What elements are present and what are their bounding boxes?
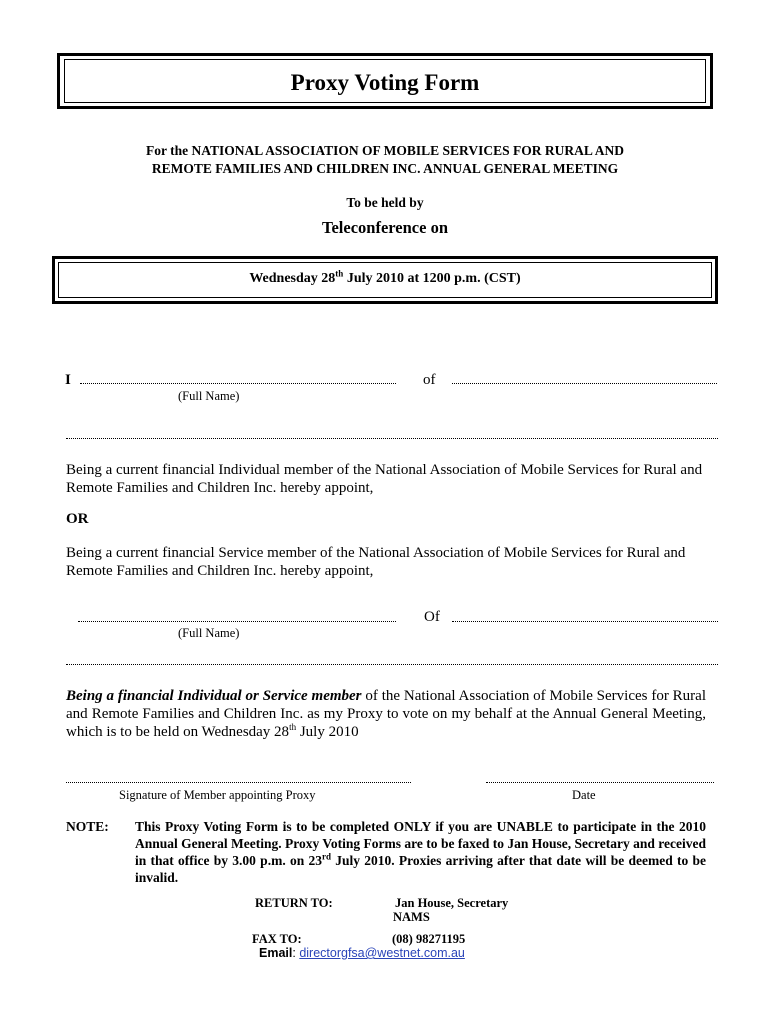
proxy-address-field[interactable]	[452, 621, 718, 622]
venue: Teleconference on	[321, 218, 448, 237]
signature-field[interactable]	[66, 782, 411, 783]
proxy-name-field[interactable]	[78, 621, 396, 622]
held-by: To be held by	[346, 195, 424, 210]
proxy-statement: Being a financial Individual or Service member of the National Association of Mobile Services for Rural and Remote Families and Children Inc. as my Proxy to vote on my behalf at the Annual General Meeting, which is to be held on Wednesday 28th July 2010	[66, 688, 706, 740]
email-line	[259, 946, 465, 960]
or-label: OR	[66, 511, 89, 527]
page-title: Proxy Voting Form	[290, 70, 480, 95]
title-box-inner	[64, 59, 706, 103]
full-name-caption: (Full Name)	[178, 389, 240, 403]
i-label: I	[65, 372, 71, 388]
return-name: Jan House, Secretary	[395, 896, 509, 910]
return-label: RETURN TO:	[255, 896, 333, 910]
fax-label: FAX TO:	[252, 932, 302, 946]
meeting-date: Wednesday 28th July 2010 at 1200 p.m. (CST)	[249, 268, 521, 286]
title-box	[57, 53, 713, 109]
proxy-address-field-2[interactable]	[66, 664, 718, 665]
note-label: NOTE:	[66, 819, 109, 834]
full-name-field[interactable]	[80, 383, 396, 384]
fax-number: (08) 98271195	[392, 932, 466, 946]
date-box-inner	[58, 262, 712, 298]
signature-caption: Signature of Member appointing Proxy	[119, 788, 316, 802]
of-label-2: Of	[424, 609, 440, 625]
address-field-2[interactable]	[66, 438, 718, 439]
note-text: This Proxy Voting Form is to be completed ONLY if you are UNABLE to participate in the 2010 Annual General Meeting. Proxy Voting Forms are to be faxed to Jan House, Secretary and received in that office by 3.00 p.m. on 23rd July 2010. Proxies arriving after that date will be deemed to be invalid.	[135, 819, 706, 885]
service-member-text: Being a current financial Service member of the National Association of Mobile Services for Rural and Remote Families and Children Inc. hereby appoint,	[66, 545, 686, 579]
date-field[interactable]	[486, 782, 714, 783]
org-line-2: REMOTE FAMILIES AND CHILDREN INC. ANNUAL GENERAL MEETING	[151, 161, 619, 176]
date-caption: Date	[572, 788, 596, 802]
individual-member-text: Being a current financial Individual member of the National Association of Mobile Services for Rural and Remote Families and Children Inc. hereby appoint,	[66, 462, 703, 496]
of-label: of	[423, 372, 436, 388]
return-org: NAMS	[393, 910, 430, 924]
email-link[interactable]: directorgfsa@westnet.com.au	[299, 946, 465, 960]
address-field[interactable]	[452, 383, 717, 384]
full-name-caption-2: (Full Name)	[178, 626, 240, 640]
email-separator: :	[292, 946, 300, 960]
email-label: Email	[259, 946, 293, 960]
date-box	[52, 256, 718, 304]
org-line-1: For the NATIONAL ASSOCIATION OF MOBILE SERVICES FOR RURAL AND	[146, 143, 624, 158]
